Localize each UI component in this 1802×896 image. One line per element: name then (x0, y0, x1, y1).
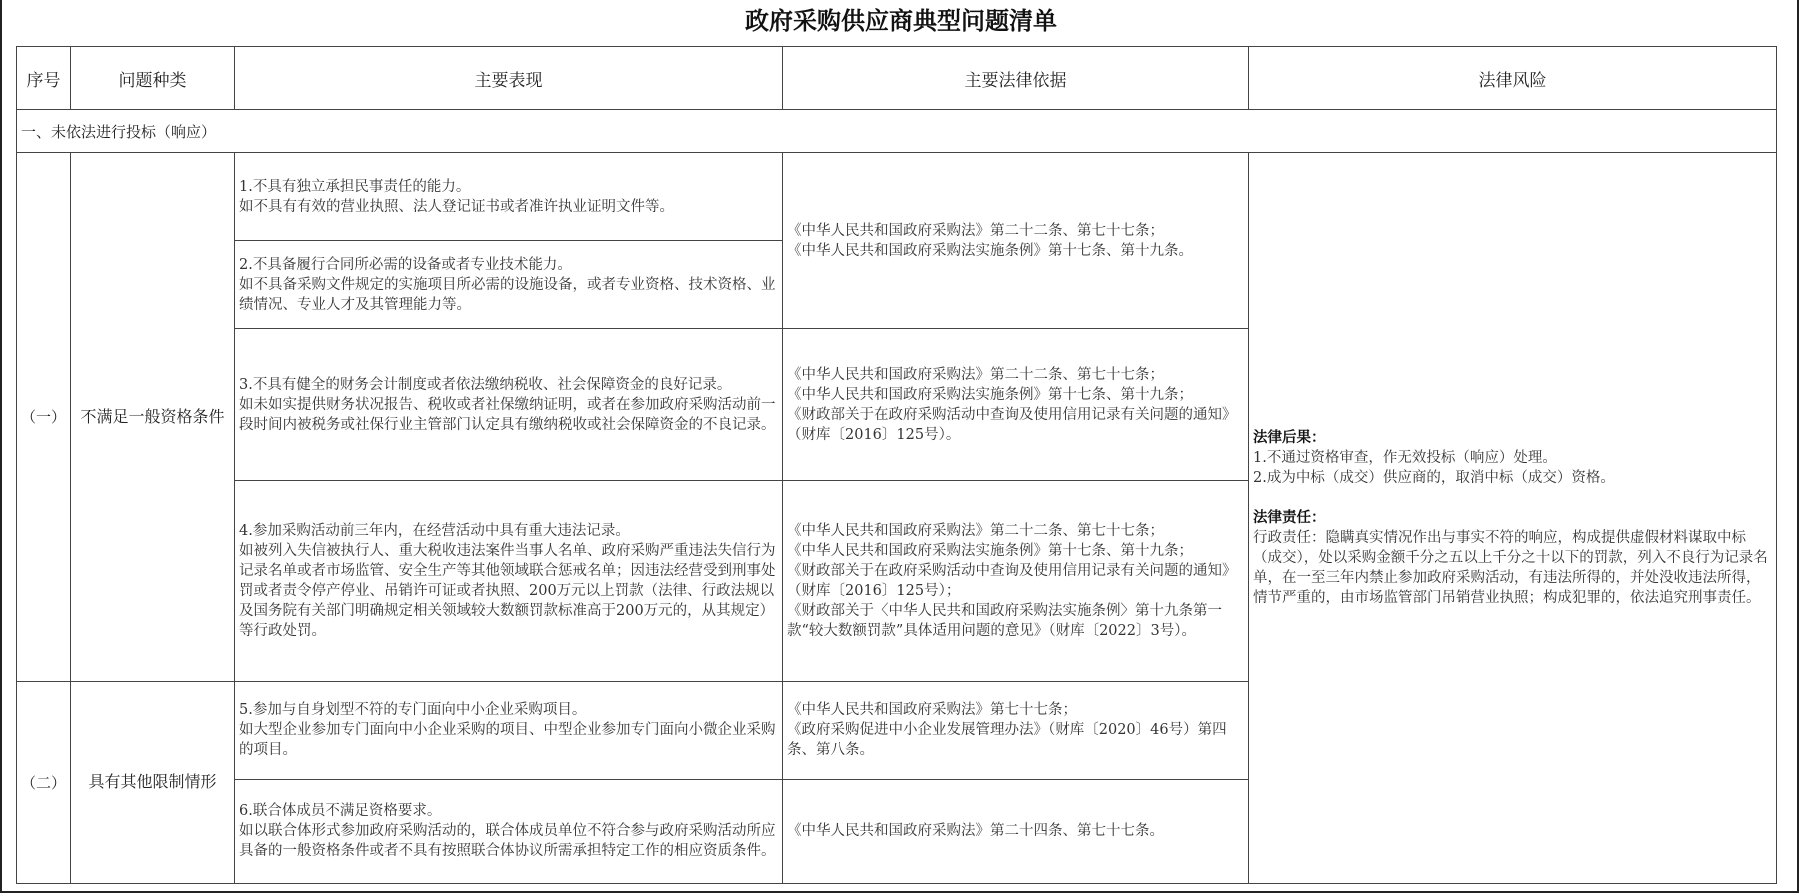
liability-text: 行政责任：隐瞒真实情况作出与事实不符的响应，构成提供虚假材料谋取中标（成交），处以采购金额千分之五以上千分之十以下的罚款，列入不良行为记录名单，在一至三年内禁止参加政府采购活动，有违法所得的，并处没收违法所得，情节严重的，由市场监管部门吊销营业执照；构成犯罪的，依法追究刑事责任。 (1253, 530, 1768, 607)
header-seq: 序号 (17, 47, 71, 110)
header-kind: 问题种类 (71, 47, 235, 110)
page-title: 政府采购供应商典型问题清单 (745, 6, 1057, 35)
consequence-text: 1.不通过资格审查，作无效投标（响应）处理。 2.成为中标（成交）供应商的，取消中标（成交）资格。 (1253, 450, 1615, 487)
problem-description: 2.不具备履行合同所必需的设备或者专业技术能力。 如不具备采购文件规定的实施项目所必需的设施设备，或者专业资格、技术资格、业绩情况、专业人才及其管理能力等。 (235, 241, 783, 329)
problem-list-table (16, 46, 1777, 884)
table-row (17, 153, 1777, 241)
legal-basis: 《中华人民共和国政府采购法》第七十七条； 《政府采购促进中小企业发展管理办法》（财库〔2020〕46号）第四条、第八条。 (783, 681, 1249, 779)
header-row (17, 47, 1777, 110)
legal-basis: 《中华人民共和国政府采购法》第二十四条、第七十七条。 (783, 779, 1249, 883)
problem-description: 1.不具有独立承担民事责任的能力。 如不具有有效的营业执照、法人登记证书或者准许执业证明文件等。 (235, 153, 783, 241)
legal-basis: 《中华人民共和国政府采购法》第二十二条、第七十七条； 《中华人民共和国政府采购法实施条例》第十七条、第十九条。 (783, 153, 1249, 329)
problem-description: 5.参加与自身划型不符的专门面向中小企业采购项目。 如大型企业参加专门面向中小企业采购的项目、中型企业参加专门面向小微企业采购的项目。 (235, 681, 783, 779)
problem-description: 4.参加采购活动前三年内，在经营活动中具有重大违法记录。 如被列入失信被执行人、重大税收违法案件当事人名单、政府采购严重违法失信行为记录名单或者市场监管、安全生产等其他领域联合惩戒名单；因违法经营受到刑事处罚或者责令停产停业、吊销许可证或者执照、200万元以上罚款（法律、行政法规以及国务院有关部门明确规定相关领域较大数额罚款标准高于200万元的，从其规定）等行政处罚。 (235, 481, 783, 681)
liability-label: 法律责任： (1253, 509, 1326, 527)
problem-description: 6.联合体成员不满足资格要求。 如以联合体形式参加政府采购活动的，联合体成员单位不符合参与政府采购活动所应具备的一般资格条件或者不具有按照联合体协议所需承担特定工作的相应资质条件。 (235, 779, 783, 883)
group-kind: 不满足一般资格条件 (71, 153, 235, 682)
header-basis: 主要法律依据 (783, 47, 1249, 110)
header-risk: 法律风险 (1249, 47, 1777, 110)
legal-basis: 《中华人民共和国政府采购法》第二十二条、第七十七条； 《中华人民共和国政府采购法实施条例》第十七条、第十九条； 《财政部关于在政府采购活动中查询及使用信用记录有关问题的通知》（财库〔2016〕125号）； 《财政部关于〈中华人民共和国政府采购法实施条例〉第十九条第一款“较大数额罚款”具体适用问题的意见》（财库〔2022〕3号）。 (783, 481, 1249, 681)
group-seq: （一） (17, 153, 71, 682)
group-kind: 具有其他限制情形 (71, 681, 235, 883)
group-seq: （二） (17, 681, 71, 883)
problem-description: 3.不具有健全的财务会计制度或者依法缴纳税收、社会保障资金的良好记录。 如未如实提供财务状况报告、税收或者社保缴纳证明，或者在参加政府采购活动前一段时间内被税务或社保行业主管部门认定具有缴纳税收或社会保障资金的不良记录。 (235, 329, 783, 481)
legal-risk (1249, 153, 1777, 884)
consequence-label: 法律后果： (1253, 429, 1326, 447)
section-row (17, 110, 1777, 153)
header-desc: 主要表现 (235, 47, 783, 110)
section-title: 一、未依法进行投标（响应） (17, 110, 1777, 153)
legal-basis: 《中华人民共和国政府采购法》第二十二条、第七十七条； 《中华人民共和国政府采购法实施条例》第十七条、第十九条； 《财政部关于在政府采购活动中查询及使用信用记录有关问题的通知》（财库〔2016〕125号）。 (783, 329, 1249, 481)
